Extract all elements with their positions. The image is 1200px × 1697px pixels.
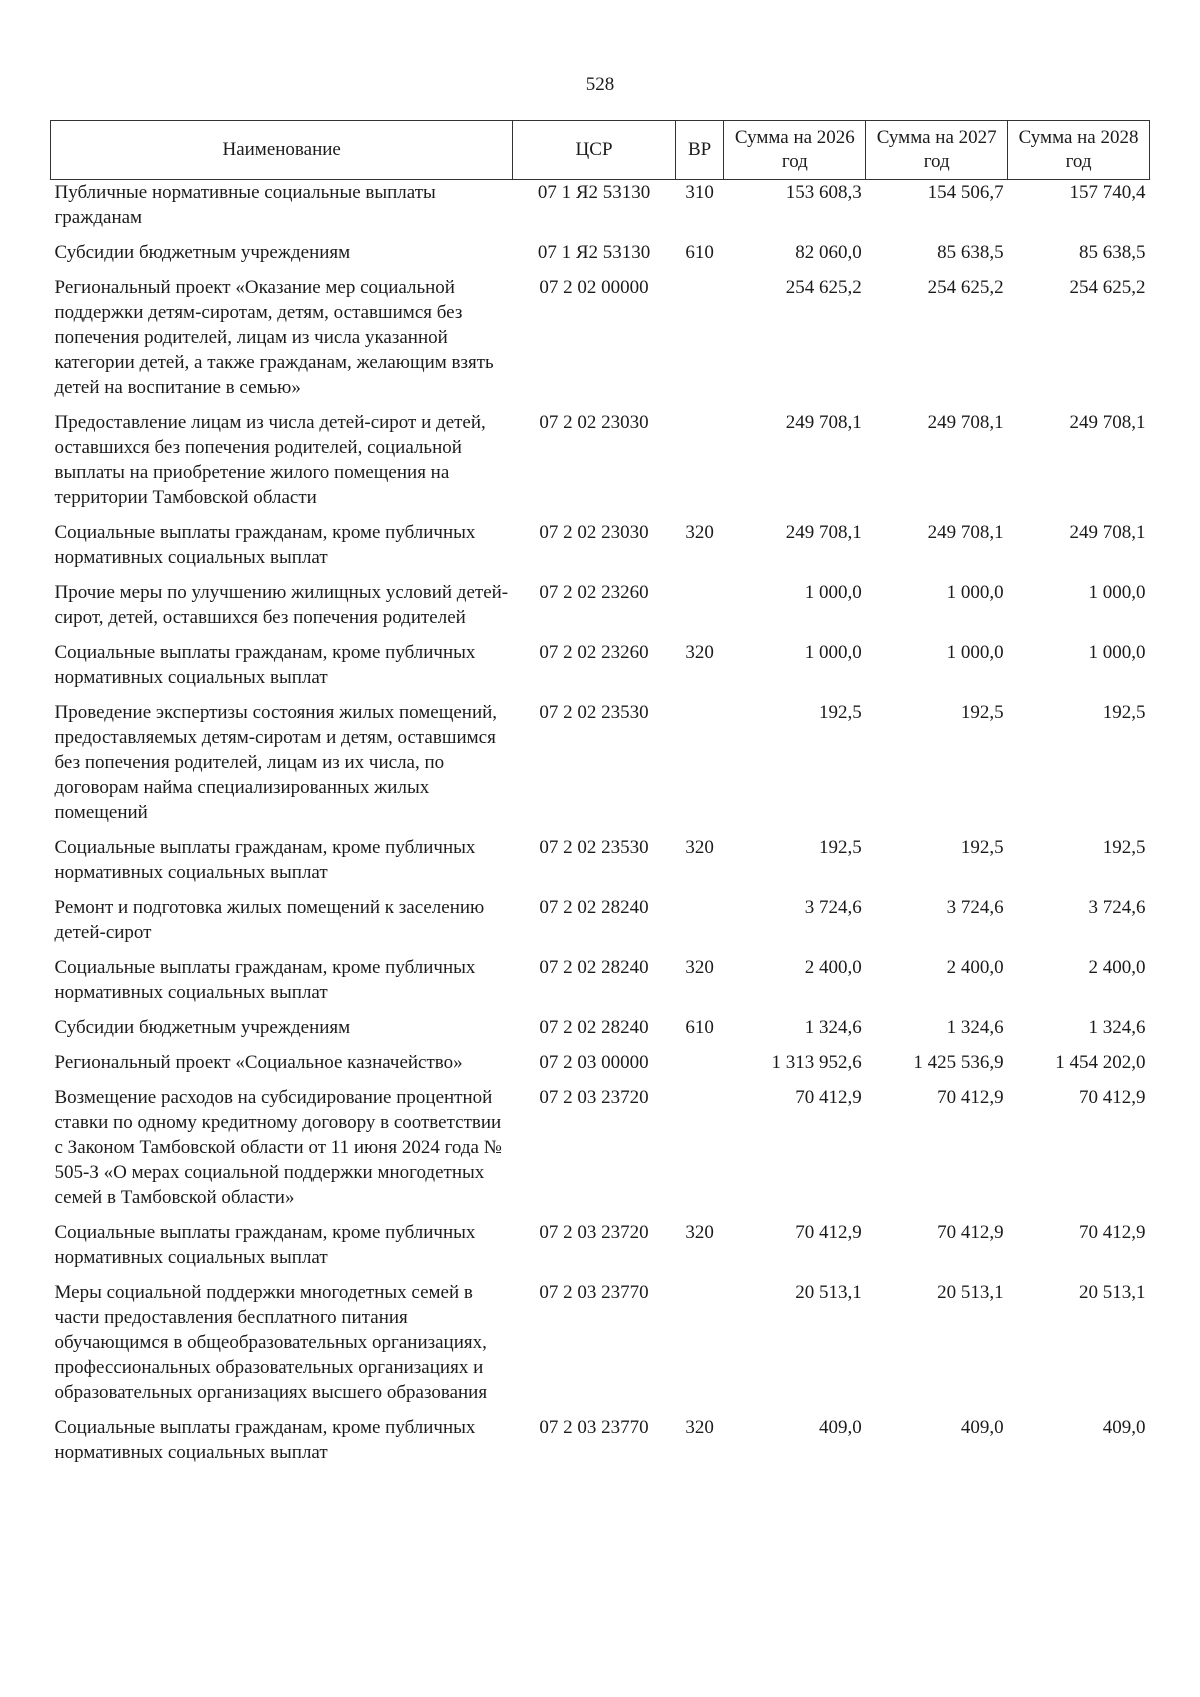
row-sum-2026: 1 313 952,6 [771, 1052, 862, 1073]
row-sum-2026: 2 400,0 [804, 957, 862, 978]
row-sum-2028: 85 638,5 [1079, 242, 1146, 263]
row-sum-2026: 153 608,3 [785, 182, 862, 203]
row-sum-2026: 254 625,2 [785, 277, 862, 298]
row-vr: 320 [685, 1222, 714, 1243]
row-name: Социальные выплаты гражданам, кроме публичных нормативных социальных выплат [54, 957, 476, 1003]
row-vr [675, 410, 724, 520]
row-csr: 07 2 02 00000 [539, 277, 649, 298]
row-name: Социальные выплаты гражданам, кроме публичных нормативных социальных выплат [54, 642, 476, 688]
row-sum-2027: 70 412,9 [937, 1087, 1004, 1108]
row-vr [675, 700, 724, 835]
row-vr: 610 [685, 1017, 714, 1038]
row-name: Субсидии бюджетным учреждениям [54, 1017, 351, 1038]
row-csr: 07 2 02 23530 [539, 702, 649, 723]
row-vr: 320 [685, 522, 714, 543]
row-sum-2026: 82 060,0 [795, 242, 862, 263]
row-sum-2028: 249 708,1 [1069, 412, 1146, 433]
table-row [51, 410, 1150, 520]
row-vr [675, 1085, 724, 1220]
row-sum-2026: 3 724,6 [804, 897, 862, 918]
budget-table [50, 120, 1150, 1475]
row-vr [675, 895, 724, 955]
header-sum-2026: Сумма на 2026 год [724, 121, 866, 180]
row-sum-2027: 249 708,1 [927, 522, 1004, 543]
row-name: Прочие меры по улучшению жилищных условий детей-сирот, детей, оставшихся без попечения родителей [54, 582, 509, 628]
row-sum-2026: 1 324,6 [804, 1017, 862, 1038]
row-sum-2028: 70 412,9 [1079, 1222, 1146, 1243]
row-csr: 07 2 02 23530 [539, 837, 649, 858]
row-sum-2027: 1 324,6 [946, 1017, 1004, 1038]
row-csr: 07 2 02 28240 [539, 897, 649, 918]
table-row [51, 240, 1150, 275]
row-sum-2027: 154 506,7 [927, 182, 1004, 203]
table-row [51, 1220, 1150, 1280]
row-csr: 07 2 03 00000 [539, 1052, 649, 1073]
row-csr: 07 2 03 23720 [539, 1087, 649, 1108]
row-csr: 07 2 02 23260 [539, 582, 649, 603]
row-sum-2026: 192,5 [819, 837, 862, 858]
page-number: 528 [585, 74, 615, 95]
row-sum-2026: 70 412,9 [795, 1222, 862, 1243]
row-name: Возмещение расходов на субсидирование процентной ставки по одному кредитному договору в соответствии с Законом Тамбовской области от 11 июня 2024 года № 505-З «О мерах социальной поддержки многодетных семей в Тамбовской области» [54, 1087, 502, 1208]
row-sum-2028: 70 412,9 [1079, 1087, 1146, 1108]
row-sum-2027: 85 638,5 [937, 242, 1004, 263]
row-sum-2026: 70 412,9 [795, 1087, 862, 1108]
header-sum-2028: Сумма на 2028 год [1008, 121, 1150, 180]
table-row [51, 275, 1150, 410]
row-name: Социальные выплаты гражданам, кроме публичных нормативных социальных выплат [54, 837, 476, 883]
table-row [51, 1280, 1150, 1415]
row-sum-2027: 409,0 [960, 1417, 1004, 1438]
header-vr: ВР [675, 121, 724, 180]
row-sum-2026: 409,0 [819, 1417, 862, 1438]
table-body [51, 180, 1150, 1476]
row-name: Меры социальной поддержки многодетных семей в части предоставления бесплатного питания обучающимся в общеобразовательных организациях, профессиональных образовательных организациях и образовательных организациях высшего образования [54, 1282, 488, 1403]
row-sum-2027: 249 708,1 [927, 412, 1004, 433]
row-name: Предоставление лицам из числа детей-сирот и детей, оставшихся без попечения родителей, социальной выплаты на приобретение жилого помещения на территории Тамбовской области [54, 412, 486, 508]
row-sum-2026: 192,5 [819, 702, 862, 723]
header-sum-2027: Сумма на 2027 год [866, 121, 1008, 180]
table-row [51, 700, 1150, 835]
row-sum-2027: 70 412,9 [937, 1222, 1004, 1243]
row-csr: 07 2 02 23030 [539, 412, 649, 433]
table-row [51, 895, 1150, 955]
table-header [51, 121, 1150, 180]
row-sum-2028: 20 513,1 [1079, 1282, 1146, 1303]
row-name: Социальные выплаты гражданам, кроме публичных нормативных социальных выплат [54, 522, 476, 568]
table-row [51, 180, 1150, 241]
row-sum-2027: 3 724,6 [946, 897, 1004, 918]
row-name: Субсидии бюджетным учреждениям [54, 242, 351, 263]
table-row [51, 520, 1150, 580]
row-vr: 320 [685, 957, 714, 978]
table-row [51, 955, 1150, 1015]
row-csr: 07 2 02 28240 [539, 1017, 649, 1038]
row-sum-2028: 254 625,2 [1069, 277, 1146, 298]
row-sum-2028: 1 454 202,0 [1055, 1052, 1146, 1073]
header-name: Наименование [51, 121, 513, 180]
table-row [51, 835, 1150, 895]
row-vr: 320 [685, 1417, 714, 1438]
table-row [51, 1415, 1150, 1475]
row-csr: 07 2 02 28240 [539, 957, 649, 978]
row-sum-2028: 1 324,6 [1088, 1017, 1146, 1038]
row-sum-2027: 192,5 [960, 837, 1004, 858]
row-vr: 310 [685, 182, 714, 203]
row-vr [675, 1050, 724, 1085]
row-sum-2027: 1 000,0 [946, 642, 1004, 663]
row-sum-2027: 1 000,0 [946, 582, 1004, 603]
row-sum-2027: 254 625,2 [927, 277, 1004, 298]
row-vr: 320 [685, 642, 714, 663]
row-sum-2026: 20 513,1 [795, 1282, 862, 1303]
table-row [51, 580, 1150, 640]
row-sum-2026: 249 708,1 [785, 412, 862, 433]
row-sum-2028: 3 724,6 [1088, 897, 1146, 918]
row-sum-2028: 249 708,1 [1069, 522, 1146, 543]
row-csr: 07 2 02 23260 [539, 642, 649, 663]
row-csr: 07 2 03 23770 [539, 1417, 649, 1438]
row-sum-2026: 1 000,0 [804, 642, 862, 663]
row-sum-2026: 1 000,0 [804, 582, 862, 603]
row-vr: 320 [685, 837, 714, 858]
row-vr [675, 1280, 724, 1415]
table-row [51, 1050, 1150, 1085]
row-name: Региональный проект «Оказание мер социальной поддержки детям-сиротам, детям, оставшимся без попечения родителей, лицам из числа указанной категории детей, а также гражданам, желающим взять детей на воспитание в семью» [54, 277, 494, 398]
table-row [51, 1085, 1150, 1220]
row-csr: 07 1 Я2 53130 [537, 242, 651, 263]
row-name: Социальные выплаты гражданам, кроме публичных нормативных социальных выплат [54, 1222, 476, 1268]
row-sum-2028: 192,5 [1102, 702, 1146, 723]
row-sum-2027: 192,5 [960, 702, 1004, 723]
row-name: Публичные нормативные социальные выплаты гражданам [54, 182, 436, 228]
row-sum-2028: 192,5 [1102, 837, 1146, 858]
row-sum-2028: 1 000,0 [1088, 582, 1146, 603]
row-csr: 07 1 Я2 53130 [537, 182, 651, 203]
row-sum-2028: 2 400,0 [1088, 957, 1146, 978]
row-sum-2028: 1 000,0 [1088, 642, 1146, 663]
table-row [51, 1015, 1150, 1050]
row-sum-2028: 157 740,4 [1069, 182, 1146, 203]
table-row [51, 640, 1150, 700]
row-vr [675, 275, 724, 410]
row-sum-2026: 249 708,1 [785, 522, 862, 543]
row-sum-2027: 20 513,1 [937, 1282, 1004, 1303]
row-name: Социальные выплаты гражданам, кроме публичных нормативных социальных выплат [54, 1417, 476, 1463]
row-csr: 07 2 03 23770 [539, 1282, 649, 1303]
row-name: Ремонт и подготовка жилых помещений к заселению детей-сирот [54, 897, 485, 943]
row-csr: 07 2 02 23030 [539, 522, 649, 543]
row-sum-2027: 1 425 536,9 [913, 1052, 1004, 1073]
row-name: Региональный проект «Социальное казначейство» [54, 1052, 463, 1073]
row-csr: 07 2 03 23720 [539, 1222, 649, 1243]
row-vr: 610 [685, 242, 714, 263]
row-name: Проведение экспертизы состояния жилых помещений, предоставляемых детям-сиротам и детям, оставшимся без попечения родителей, лицам из их числа, по договорам найма специализированных жилых помещений [54, 702, 498, 823]
row-vr [675, 580, 724, 640]
row-sum-2027: 2 400,0 [946, 957, 1004, 978]
header-csr: ЦСР [513, 121, 675, 180]
row-sum-2028: 409,0 [1102, 1417, 1146, 1438]
